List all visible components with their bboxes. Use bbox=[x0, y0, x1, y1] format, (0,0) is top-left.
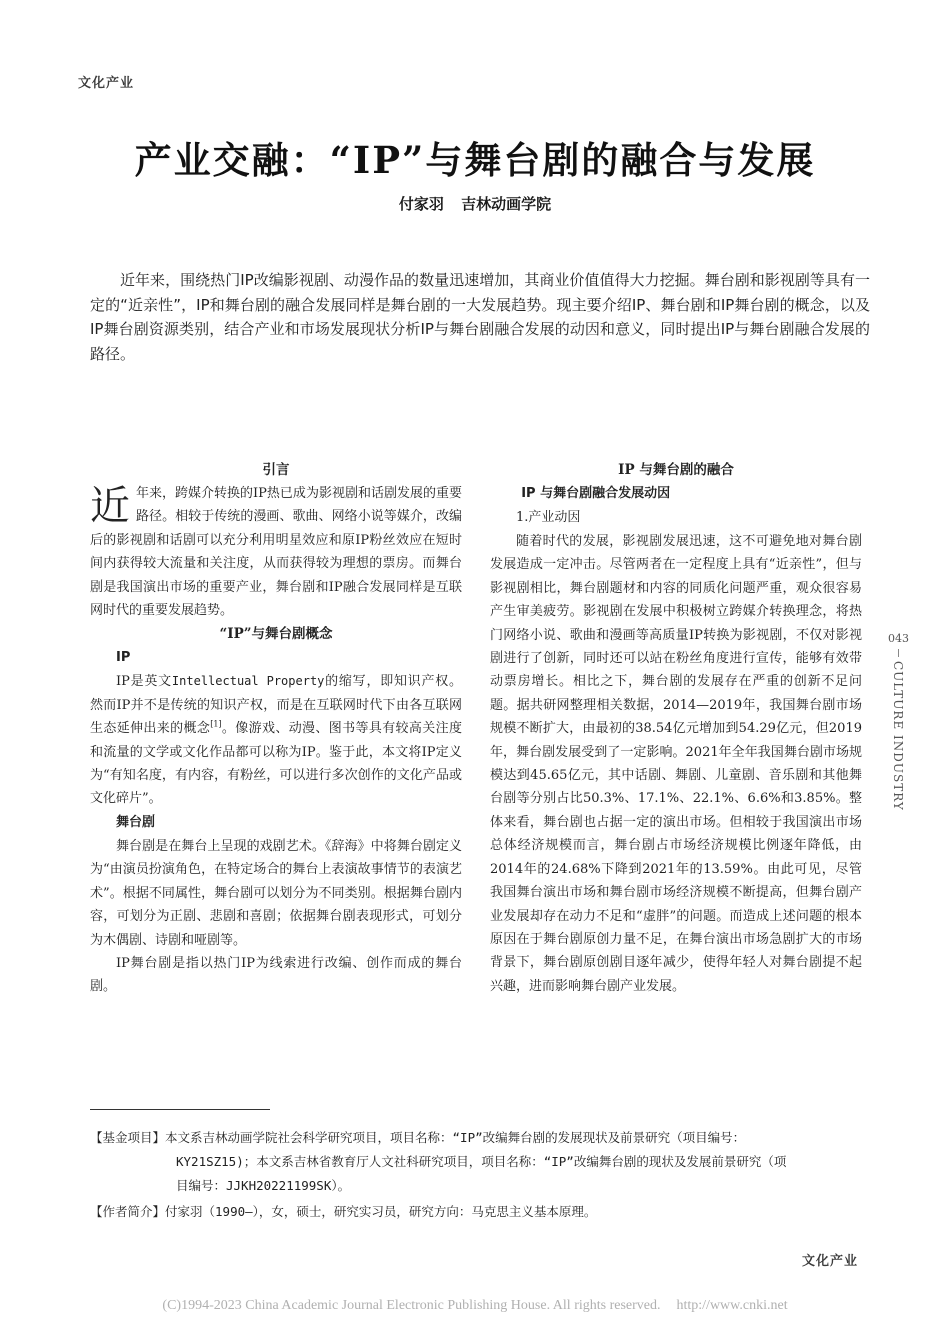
footer-section-tag: 文化产业 bbox=[801, 1254, 858, 1269]
fusion-paragraph: 随着时代的发展，影视剧发展迅速，这不可避免地对舞台剧发展造成一定冲击。尽管两者在一定程度上具有“近亲性”，但与影视剧相比，舞台剧题材和内容的同质化问题严重，观众很容易产生审美疲劳。影视剧在发展中积极树立跨媒介转换理念，将热门网络小说、歌曲和漫画等高质量IP转换为影视剧，不仅对影视剧进行了创新，同时还可以站在粉丝角度进行宣传，能够有效带动票房增长。相比之下，舞台剧的发展存在严重的创新不足问题。据共研网整理相关数据，2014—2019年，我国舞台剧市场规模不断扩大，由最初的38.54亿元增加到54.29亿元，但2019年，舞台剧发展受到了一定影响。2021年全年我国舞台剧市场规模达到45.65亿元，其中话剧、舞剧、儿童剧、音乐剧和其他舞台剧等分别占比50.3%、17.1%、22.1%、6.6%和3.85%。整体来看，舞台剧也占据一定的演出市场。但相较于我国演出市场总体经济规模而言，舞台剧占市场经济规模比例逐年降低，由2014年的24.68%下降到2021年的13.59%。由此可见，尽管我国舞台演出市场和舞台剧市场经济规模不断提高，但舞台剧产业发展却存在动力不足和“虚胖”的问题。而造成上述问题的根本原因在于舞台剧原创力量不足，在舞台演出市场急剧扩大的市场背景下，舞台剧原创剧目逐年减少，使得年轻人对舞台剧提不起兴趣，进而影响舞台剧产业发展。 bbox=[490, 534, 862, 994]
fusion-heading: IP 与舞台剧的融合 bbox=[618, 462, 734, 478]
author-note bbox=[90, 1200, 870, 1224]
footnote-rule bbox=[90, 1109, 270, 1110]
byline bbox=[0, 193, 950, 214]
intro-heading: 引言 bbox=[262, 462, 290, 478]
fusion-subheading: IP 与舞台剧融合发展动因 bbox=[521, 486, 671, 501]
author-note-text: 付家羽（1990—），女，硕士，研究实习员，研究方向：马克思主义基本原理。 bbox=[165, 1204, 597, 1219]
side-label bbox=[888, 632, 908, 811]
drop-cap: 近 bbox=[90, 483, 130, 529]
ip-text-post: 。像游戏、动漫、图书等具有较高关注度和流量的文学或文化作品都可以称为IP。鉴于此，本文将IP定义为“有知名度，有内容，有粉丝，可以进行多次创作的文化产品或文化碎片”。 bbox=[90, 721, 462, 807]
ip-english-term: Intellectual Property bbox=[171, 674, 325, 689]
right-column bbox=[490, 458, 862, 998]
footnotes bbox=[90, 1126, 870, 1224]
ip-paragraph bbox=[90, 670, 462, 810]
journal-vertical-label: CULTURE INDUSTRY bbox=[891, 661, 905, 811]
section-tag: 文化产业 bbox=[78, 76, 135, 91]
author-affiliation: 吉林动画学院 bbox=[461, 195, 552, 213]
left-column bbox=[90, 458, 462, 999]
page-number: 043 bbox=[888, 632, 909, 645]
point-industry-motive: 1.产业动因 bbox=[516, 510, 581, 525]
drama-paragraph-2: IP舞台剧是指以热门IP为线索进行改编、创作而成的舞台剧。 bbox=[90, 955, 462, 995]
ip-subheading: IP bbox=[116, 650, 131, 666]
article-title: 产业交融：“IP”与舞台剧的融合与发展 bbox=[134, 138, 816, 182]
website-link[interactable]: http://www.cnki.net bbox=[676, 1298, 788, 1313]
ip-text-pre: IP是英文 bbox=[116, 674, 172, 690]
citation-ref[interactable]: [1] bbox=[210, 719, 222, 729]
copyright-line bbox=[0, 1298, 950, 1314]
author-note-label: 【作者简介】 bbox=[90, 1204, 166, 1219]
drama-subheading: 舞台剧 bbox=[116, 814, 156, 830]
fund-line-1: 本文系吉林动画学院社会科学研究项目，项目名称：“IP”改编舞台剧的发展现状及前景研究（项目编号： bbox=[165, 1130, 746, 1145]
fund-label: 【基金项目】 bbox=[90, 1130, 166, 1145]
intro-text: 年来，跨媒介转换的IP热已成为影视剧和话剧发展的重要路径。相较于传统的漫画、歌曲、网络小说等媒介，改编后的影视剧和话剧可以充分利用明星效应和原IP粉丝效应在短时间内获得较大流量和关注度，从而获得较为理想的票房。而舞台剧是我国演出市场的重要产业，舞台剧和IP融合发展同样是互联网时代的重要发展趋势。 bbox=[90, 486, 462, 619]
ip-text-mid: 的缩写，即知识产权。然而IP并不是传统的知识产权，而是在互联网时代下由各互联网生态延伸出来的概念 bbox=[90, 674, 462, 737]
fund-line-2: KY21SZ15)；本文系吉林省教育厅人文社科研究项目，项目名称：“IP”改编舞台剧的现状及发展前景研究（项 bbox=[176, 1154, 787, 1169]
fund-line-3: 目编号：JJKH20221199SK）。 bbox=[176, 1178, 351, 1193]
side-divider bbox=[898, 649, 899, 657]
intro-paragraph bbox=[90, 482, 462, 622]
author-name: 付家羽 bbox=[398, 195, 444, 213]
fund-note bbox=[90, 1126, 870, 1150]
concept-heading: “IP”与舞台剧概念 bbox=[219, 626, 333, 643]
abstract: 近年来，围绕热门IP改编影视剧、动漫作品的数量迅速增加，其商业价值值得大力挖掘。舞台剧和影视剧等具有一定的“近亲性”，IP和舞台剧的融合发展同样是舞台剧的一大发展趋势。现主要介绍IP、舞台剧和IP舞台剧的概念，以及IP舞台剧资源类别，结合产业和市场发展现状分析IP与舞台剧融合发展的动因和意义，同时提出IP与舞台剧融合发展的路径。 bbox=[90, 271, 870, 363]
drama-paragraph-1: 舞台剧是在舞台上呈现的戏剧艺术。《辞海》中将舞台剧定义为“由演员扮演角色，在特定场合的舞台上表演故事情节的表演艺术”。根据不同属性，舞台剧可以划分为不同类别。根据舞台剧内容，可划分为正剧、悲剧和喜剧；依据舞台剧表现形式，可划分为木偶剧、诗剧和哑剧等。 bbox=[90, 838, 462, 948]
copyright-text: (C)1994-2023 China Academic Journal Electronic Publishing House. All rights reserved. bbox=[162, 1298, 661, 1313]
